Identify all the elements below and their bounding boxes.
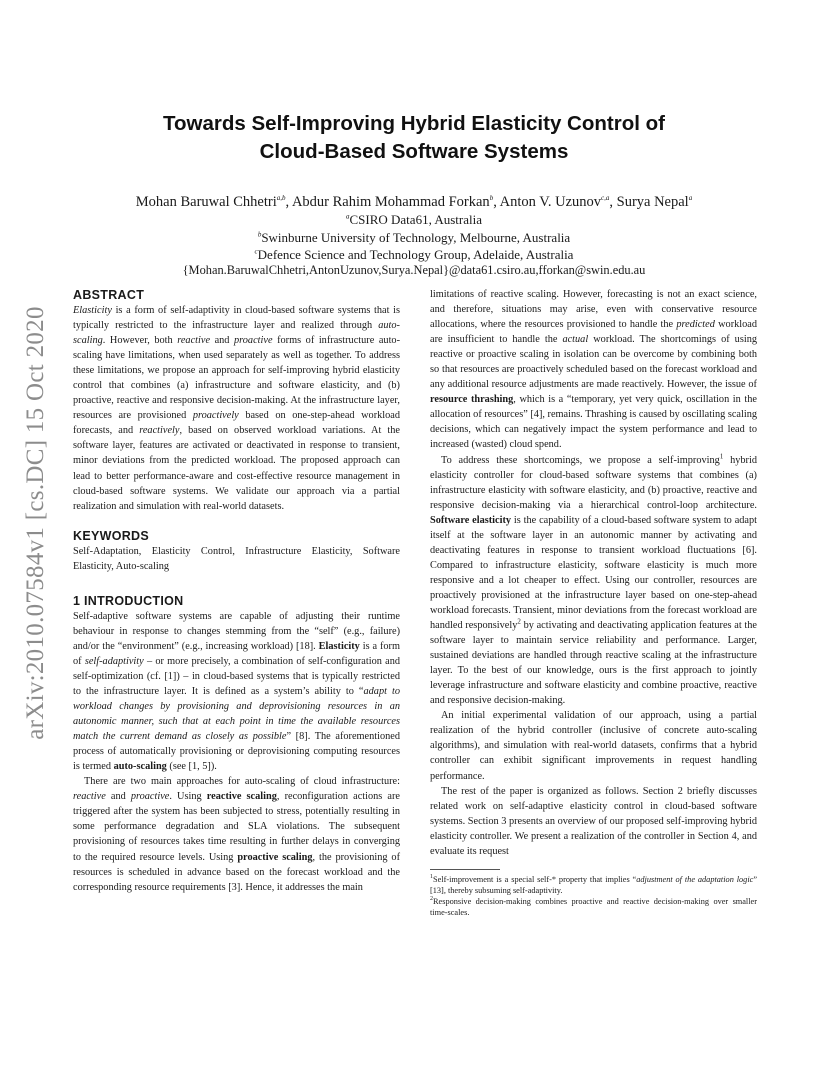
- right-column: [430, 287, 757, 919]
- author-list: Mohan Baruwal Chhetri$^{a,b}$, Abdur Rahim Mohammad Forkan$^b$, Anton V. Uzunov$^{c,a}$, Surya Nepal$^a$: [135, 194, 693, 210]
- author-3-affil: c,a: [601, 194, 610, 203]
- affiliation-a-text: CSIRO Data61, Australia: [349, 212, 482, 227]
- arxiv-sidebar: [0, 0, 60, 1072]
- author-2-affil: b: [489, 194, 494, 203]
- title-line-2: Cloud-Based Software Systems: [259, 140, 569, 163]
- right-paragraph-3: An initial experimental validation of our approach, using a partial realization of the hybrid controller (inclusive of concrete auto-scaling algorithms), and simulation with real-world datasets, confirms that a hybrid controller can exhibit significant improvements in request handling performance.: [430, 710, 757, 782]
- abstract-text: Elasticity is a form of self-adaptivity in cloud-based software systems that is typically restricted to the infrastructure layer and realized through auto-scaling. However, both reactive and proactive forms of infrastructure auto-scaling have limitations, when used separately as well as together. To address these limitations, we propose an approach for self-improving hybrid elasticity control that combines (a) infrastructure and software elasticity, and (b) proactive, reactive and responsive decision-making. At the infrastructure layer, resources are provisioned proactively based on one-step-ahead workload forecasts, and reactively, based on observed workload variations. At the software layer, features are activated or deactivated in response to transient, minor deviations from the predicted workload. The proposed approach can lead to better performance-aware and cost-effective resource management in cloud-based software systems. We validate our approach via a partial realization and simulation with real-world datasets.: [73, 305, 401, 512]
- affiliation-c: [40, 246, 788, 263]
- keywords-heading: KEYWORDS: [73, 528, 150, 543]
- author-1: Mohan Baruwal Chhetri: [135, 194, 277, 210]
- arxiv-identifier: arXiv:2010.07584v1 [cs.DC] 15 Oct 2020: [22, 306, 49, 740]
- left-column: [73, 287, 400, 895]
- intro-paragraph-2: There are two main approaches for auto-scaling of cloud infrastructure: reactive and proactive. Using reactive scaling, reconfiguration actions are triggered after the system has been subjected to stress, potentially resulting in some performance degradation and SLA violations. The subsequent provisioning of resources takes time resulting in further delays in converging to the required resource levels. Using proactive scaling, the provisioning of resources is scheduled in advance based on the forecast workload and the corresponding resource requirements [3]. Hence, it addresses the main: [73, 776, 400, 893]
- footnote-1: $^1$Self-improvement is a special self-* property that implies “adjustment of the adaptation logic” [13], thereby subsuming self-adaptivity.: [430, 874, 757, 895]
- intro-paragraph-1: Self-adaptive software systems are capable of adjusting their runtime behaviour in response to changes stemming from the “self” (e.g., failure) and/or the “environment” (e.g., increasing workload) [18]. Elasticity is a form of self-adaptivity – or more precisely, a combination of self-configuration and self-optimization (cf. [1]) – in cloud-based systems that is typically restricted to the infrastructure layer. It is defined as a system’s ability to “adapt to workload changes by provisioning and deprovisioning resources in an autonomic manner, such that at each point in time the available resources match the current demand as closely as possible” [8]. The aforementioned process of automatically provisioning or deprovisioning computing resources is termed auto-scaling (see [1, 5]).: [73, 610, 400, 773]
- affiliation-a-mark: a: [345, 212, 350, 221]
- abstract-heading: ABSTRACT: [73, 288, 145, 302]
- introduction-heading: 1 INTRODUCTION: [73, 593, 184, 608]
- footnote-rule: [430, 869, 500, 870]
- affiliation-b-mark: b: [257, 230, 262, 239]
- title-line-1: Towards Self-Improving Hybrid Elasticity Control of: [163, 112, 665, 135]
- affiliation-a: [40, 211, 788, 228]
- author-4-affil: a: [688, 194, 693, 203]
- keywords-text: Self-Adaptation, Elasticity Control, Infrastructure Elasticity, Software Elasticity, Auto-scaling: [73, 545, 400, 572]
- author-1-affil: a,b: [276, 194, 286, 203]
- affiliation-c-mark: c: [254, 247, 258, 256]
- affiliation-b-text: Swinburne University of Technology, Melbourne, Australia: [261, 230, 571, 245]
- author-2: Abdur Rahim Mohammad Forkan: [291, 194, 490, 210]
- footnote-2: $^2$Responsive decision-making combines proactive and reactive decision-making over smaller time-scales.: [430, 896, 757, 918]
- affiliation-b: [40, 229, 788, 246]
- author-3: Anton V. Uzunov: [499, 194, 602, 210]
- right-paragraph-1: limitations of reactive scaling. However, forecasting is not an exact science, and therefore, situations may arise, even with conservative resource allocations, where the resources provisioned to handle the predicted workload are insufficient to handle the actual workload. The shortcomings of using reactive or proactive scaling in isolation can be overcome by combining both so that resources are proactively scheduled based on the forecast workload and any additional resource adjustments are made reactively. However, the issue of resource thrashing, which is a “temporary, yet very quick, oscillation in the allocation of resources” [4], remains. Thrashing is caused by oscillating scaling decisions, which can negatively impact the system performance and lead to increased (wasted) cloud spend.: [430, 289, 758, 451]
- paper-title: [100, 110, 728, 166]
- right-paragraph-2: To address these shortcomings, we propose a self-improving$^1$ hybrid elasticity controller for cloud-based software systems that combines (a) infrastructure elasticity with software elasticity, and (b) proactive, reactive and responsive decision-making via a hierarchical control-loop architecture. Software elasticity is the capability of a cloud-based software system to adapt itself at the software layer in an autonomic manner by activating and deactivating features in response to transient workload fluctuations [6]. Compared to infrastructure elasticity, software elasticity is much more responsive and a lot cheaper to effect. Using our controller, resources are proactively provisioned at the infrastructure layer based on one-step-ahead workload forecasts. Transient, minor deviations from the forecast workload are handled responsively$^2$ by activating and deactivating application features at the software layer to maintain service reliability and performance. Larger, sustained deviations are handled through reactive scaling at the infrastructure layer. To the best of our knowledge, ours is the first approach to jointly leverage infrastructure and software elasticity and combine proactive, reactive and responsive decision-making.: [430, 452, 757, 707]
- author-emails: {Mohan.BaruwalChhetri,AntonUzunov,Surya.Nepal}@data61.csiro.au,fforkan@swin.edu.au: [182, 263, 646, 277]
- affiliation-c-text: Defence Science and Technology Group, Adelaide, Australia: [257, 247, 574, 262]
- right-paragraph-4: The rest of the paper is organized as follows. Section 2 briefly discusses related work on self-adaptive elasticity control in cloud-based software systems. Section 3 presents an overview of our proposed self-improving hybrid elasticity controller. We present a realization of the controller in Section 4, and evaluate its request: [430, 785, 757, 857]
- author-4: Surya Nepal: [616, 194, 689, 210]
